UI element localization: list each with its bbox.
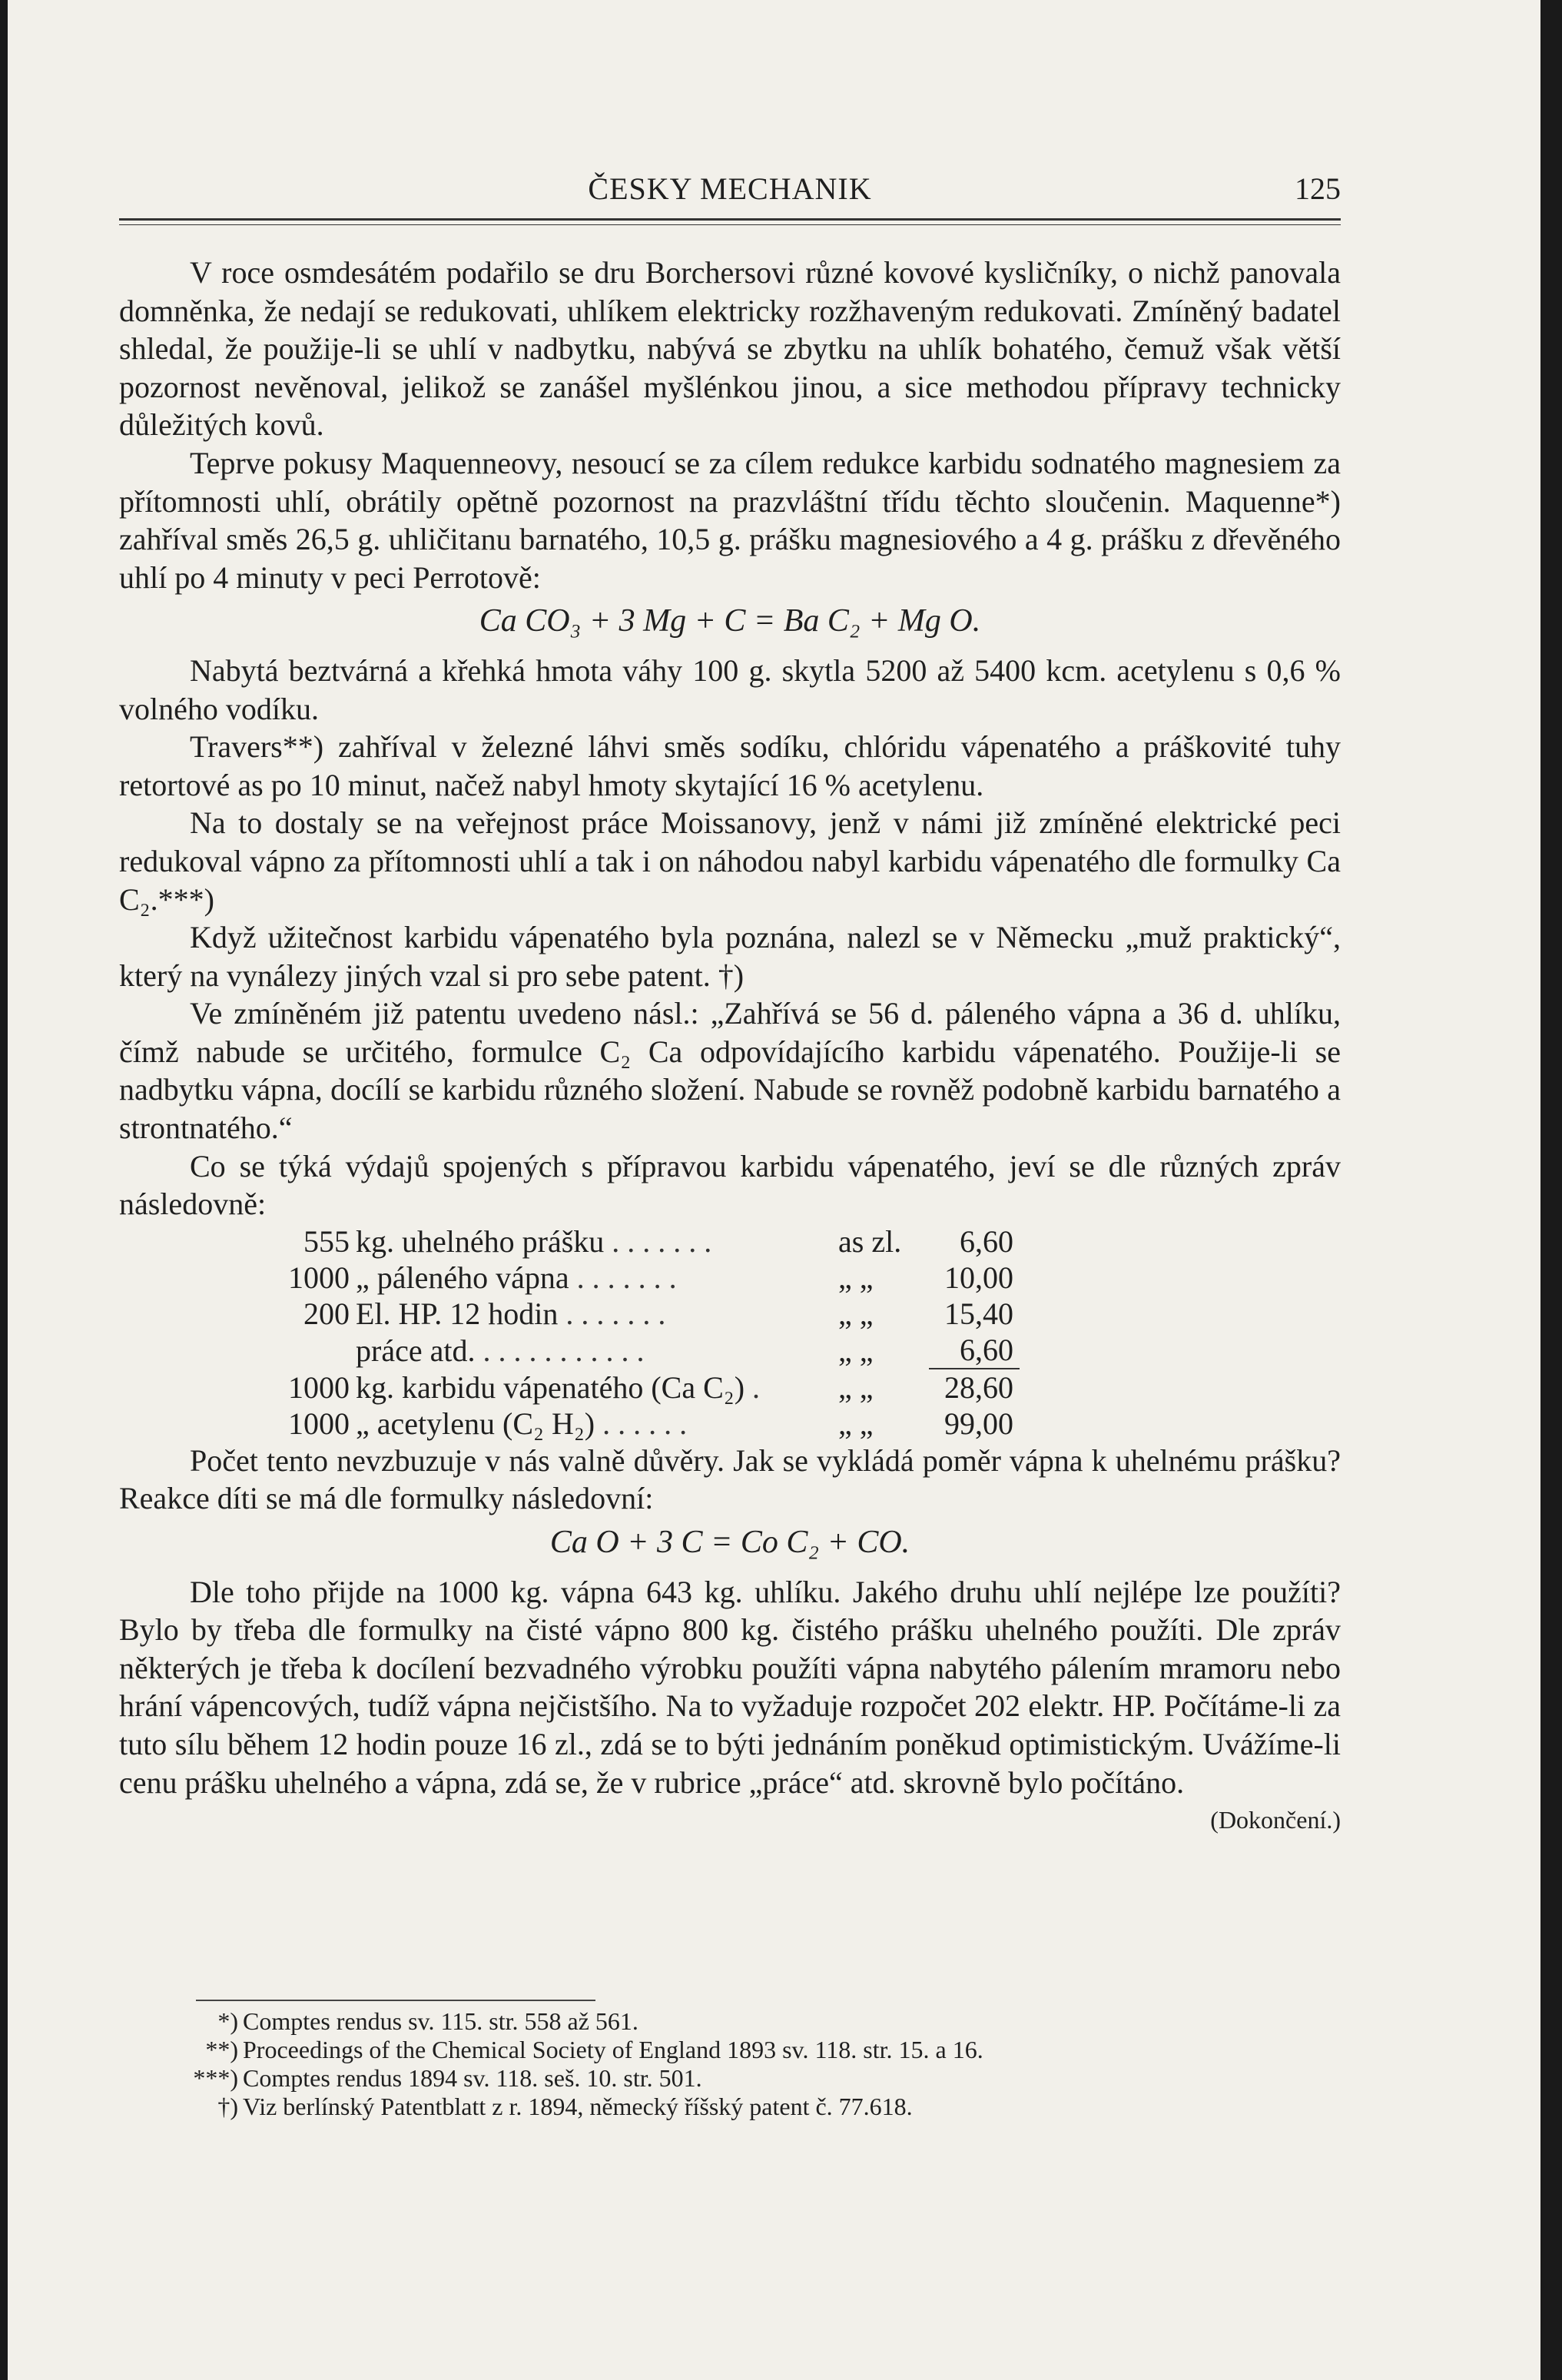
cost-value: 10,00 — [944, 1260, 1013, 1295]
cost-item: „ acetylenu (C₂ H₂) ...... — [356, 1406, 695, 1441]
cost-item: práce atd. ........... — [356, 1333, 652, 1368]
journal-title: ČESKY MECHANIK — [588, 171, 872, 206]
header-rule-thin — [119, 224, 1341, 225]
article-body — [119, 254, 1341, 1840]
cost-prefix: as zl. — [838, 1223, 902, 1259]
cost-qty: 1000 — [288, 1369, 350, 1405]
table-row — [280, 1260, 1020, 1296]
cost-item: kg. uhelného prášku ....... — [356, 1223, 720, 1259]
cost-item: kg. karbidu vápenatého (Ca C₂) . — [356, 1369, 768, 1405]
paragraph-6: Když užitečnost karbidu vápenatého byla poznána, nalezl se v Německu „muž praktický“, který na vynálezy jiných vzal si pro sebe patent. †) — [119, 920, 1341, 993]
footnote-list — [177, 2007, 1329, 2121]
paragraph-10: Dle toho přijde na 1000 kg. vápna 643 kg. uhlíku. Jakého druhu uhlí nejlépe lze použíti? Bylo by třeba dle formulky na čisté vápno 800 kg. čistého prášku uhelného použíti. Dle zpráv některých je třeba k docílení bezvadného výrobku použíti vápna nabytého pálením mramoru nebo hrání vápencových, tudíž vápna nejčistšího. Na to vyžaduje rozpočet 202 elektr. HP. Počítáme-li za tuto sílu během 12 hodin pouze 16 zl., zdá se to býti jednáním poněkud optimistickým. Uvážíme-li cenu prášku uhelného a vápna, zdá se, že v rubrice „práce“ atd. skrovně bylo počítáno. — [119, 1574, 1341, 1800]
paragraph-3: Nabytá beztvárná a křehká hmota váhy 100 g. skytla 5200 až 5400 kcm. acetylenu s 0,6 % volného vodíku. — [119, 652, 1341, 726]
cost-prefix: „ „ — [838, 1369, 874, 1405]
cost-item: El. HP. 12 hodin ....... — [356, 1296, 674, 1331]
footnote: †) Viz berlínský Patentblatt z r. 1894, německý říšský patent č. 77.618. — [217, 2093, 913, 2120]
cost-value: 6,60 — [960, 1332, 1013, 1367]
cost-qty: 200 — [303, 1296, 350, 1331]
cost-item: „ páleného vápna ....... — [356, 1260, 685, 1295]
footnote: **) Proceedings of the Chemical Society of England 1893 sv. 118. str. 15. a 16. — [205, 2036, 983, 2063]
paragraph-9: Počet tento nevzbuzuje v nás valně důvěry. Jak se vykládá poměr vápna k uhelnému prášku? Reakce díti se má dle formulky následovní: — [119, 1442, 1341, 1516]
cost-table — [280, 1223, 1020, 1442]
footnote-rule — [196, 2000, 595, 2001]
cost-qty: 555 — [303, 1223, 350, 1259]
table-row — [280, 1296, 1020, 1332]
cost-qty — [280, 1332, 356, 1369]
table-row — [280, 1369, 1020, 1406]
paragraph-7: Ve zmíněném již patentu uvedeno násl.: „Zahřívá se 56 d. páleného vápna a 36 d. uhlíku, čímž nabude se určitého, formulce C₂ Ca odpovídajícího karbidu vápenatého. Použije-li se nadbytku vápna, docílí se karbidu různého složení. Nabude se rovněž podobně karbidu barnatého a strontnatého.“ — [119, 996, 1341, 1146]
table-row — [280, 1332, 1020, 1369]
cost-value: 15,40 — [944, 1296, 1013, 1331]
paragraph-1: V roce osmdesátém podařilo se dru Borchersovi různé kovové kysličníky, o nichž panovala domněnka, že nedají se redukovati, uhlíkem elektricky rozžhaveným redukovati. Zmíněný badatel shledal, že použije-li se uhlí v nadbytku, nabývá se zbytku na uhlík bohatého, čemuž však větší pozornost nevěnoval, jelikož se zanášel myšlénkou jinou, a sice methodou přípravy technicky důležitých kovů. — [119, 255, 1341, 443]
footnote: ***) Comptes rendus 1894 sv. 118. seš. 10. str. 501. — [193, 2064, 702, 2092]
cost-value: 6,60 — [960, 1223, 1013, 1259]
cost-qty: 1000 — [288, 1406, 350, 1441]
cost-prefix: „ „ — [838, 1260, 874, 1295]
cost-qty: 1000 — [288, 1260, 350, 1295]
running-header — [119, 171, 1341, 209]
cost-value: 28,60 — [929, 1369, 1020, 1406]
cost-value: 99,00 — [944, 1406, 1013, 1441]
cost-prefix: „ „ — [838, 1296, 874, 1331]
paragraph-8: Co se týká výdajů spojených s přípravou karbidu vápenatého, jeví se dle různých zpráv následovně: — [119, 1148, 1341, 1222]
cost-prefix: „ „ — [838, 1333, 874, 1368]
header-rule — [119, 218, 1341, 221]
page-number: 125 — [1295, 171, 1341, 206]
table-row — [280, 1406, 1020, 1442]
paragraph-4: Travers**) zahříval v železné láhvi směs sodíku, chlóridu vápenatého a práškovité tuhy retortové as po 10 minut, načež nabyl hmoty skytající 16 % acetylenu. — [119, 729, 1341, 802]
formula-barium-carbide: Ca CO₃ + 3 Mg + C = Ba C₂ + Mg O. — [479, 603, 981, 639]
paragraph-2: Teprve pokusy Maquenneovy, nesoucí se za cílem redukce karbidu sodnatého magnesiem za přítomnosti uhlí, obrátily opětně pozornost na prazvláštní třídu těchto sloučenin. Maquenne*) zahříval směs 26,5 g. uhličitanu barnatého, 10,5 g. prášku magnesiového a 4 g. prášku z dřevěného uhlí po 4 minuty v peci Perrotově: — [119, 445, 1341, 595]
table-row — [280, 1223, 1020, 1260]
continued-note: (Dokončení.) — [1210, 1806, 1341, 1834]
footnote: *) Comptes rendus sv. 115. str. 558 až 561. — [217, 2007, 638, 2035]
cost-prefix: „ „ — [838, 1406, 874, 1441]
formula-calcium-carbide: Ca O + 3 C = Co C₂ + CO. — [549, 1525, 910, 1561]
paragraph-5: Na to dostaly se na veřejnost práce Moissanovy, jenž v námi již zmíněné elektrické peci redukoval vápno za přítomnosti uhlí a tak i on náhodou nabyl karbidu vápenatého dle formulky Ca C₂.***) — [119, 805, 1341, 917]
